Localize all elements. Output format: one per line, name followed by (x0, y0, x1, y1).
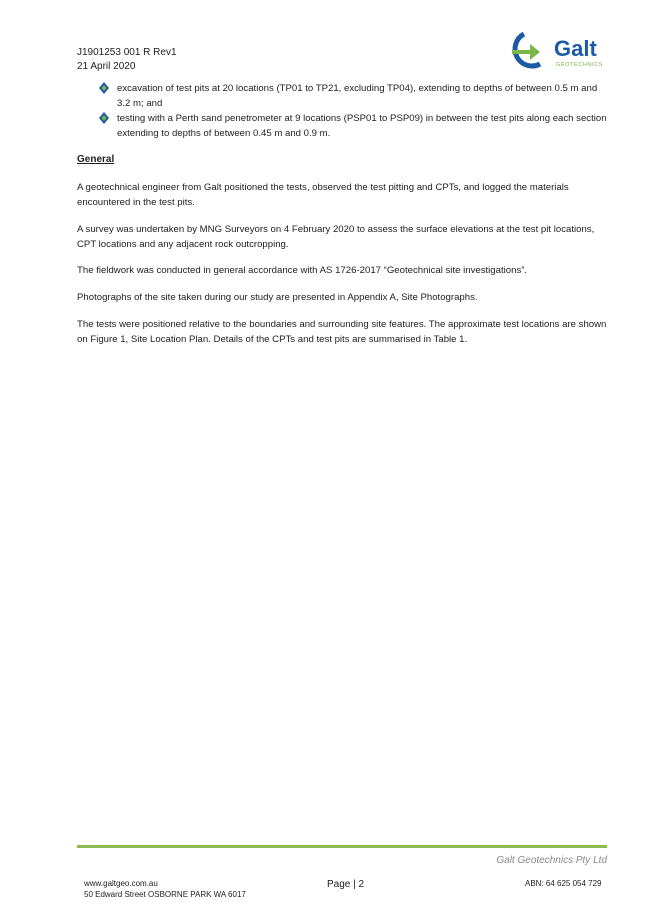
bullet-text: excavation of test pits at 20 locations (TP01 to TP21, excluding TP04), extending to depths of between 0.5 m and 3.2 m; and (117, 83, 598, 110)
logo-wordmark: Galt (554, 36, 597, 61)
header-ref: J1901253 001 R Rev1 (77, 47, 177, 58)
diamond-bullet-icon (99, 112, 109, 124)
paragraph: Photographs of the site taken during our study are presented in Appendix A, Site Photographs. (77, 292, 478, 303)
galt-logo-icon (510, 30, 610, 72)
footer-divider (77, 845, 607, 848)
paragraph: The tests were positioned relative to the boundaries and surrounding site features. The approximate test locations are shown on Figure 1, Site Location Plan. Details of the CPTs and test pits are summarised in Table 1. (77, 319, 607, 346)
page-number: Page | 2 (327, 879, 365, 890)
footer-address: 50 Edward Street OSBORNE PARK WA 6017 (84, 890, 246, 899)
bullet-text: testing with a Perth sand penetrometer at 9 locations (PSP01 to PSP09) in between the test pits along each section extending to depths of between 0.45 m and 0.9 m. (117, 113, 607, 140)
bullet-item (77, 81, 607, 112)
bullet-item (77, 111, 607, 142)
header-date: 21 April 2020 (77, 61, 136, 72)
footer-website[interactable]: www.galtgeo.com.au (84, 879, 158, 888)
diamond-bullet-icon (99, 82, 109, 94)
footer-company: Galt Geotechnics Pty Ltd (496, 855, 607, 866)
paragraph: A survey was undertaken by MNG Surveyors on 4 February 2020 to assess the surface elevations at the test pit locations, CPT locations and any adjacent rock outcropping. (77, 224, 595, 251)
paragraph: A geotechnical engineer from Galt positioned the tests, observed the test pitting and CPTs, and logged the materials encountered in the test pits. (77, 182, 569, 209)
section-heading: General (77, 154, 115, 165)
logo-subtext: GEOTECHNICS (556, 62, 603, 68)
footer-abn: ABN: 64 625 054 729 (525, 879, 602, 888)
paragraph: The fieldwork was conducted in general accordance with AS 1726-2017 “Geotechnical site investigations”. (77, 265, 528, 276)
